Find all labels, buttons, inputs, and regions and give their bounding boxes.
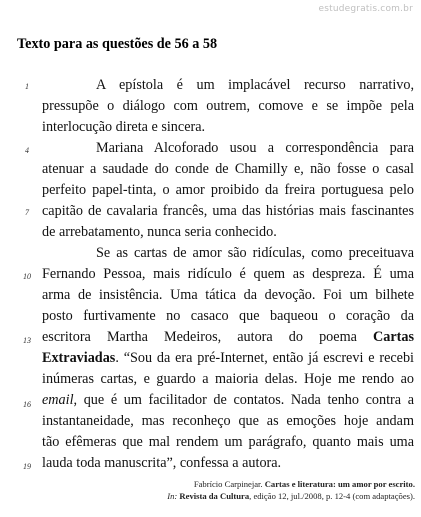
citation-line (130, 490, 415, 502)
text-fragment: . “Sou da era pré-Internet, então já escrevi e recebi (115, 350, 414, 366)
poem-title-part: Cartas (373, 329, 414, 345)
citation-details: , edição 12, jul./2008, p. 12-4 (com adaptações). (249, 491, 415, 501)
line-number: 19 (23, 462, 31, 471)
text-line: capitão de cavalaria francês, uma das histórias mais fascinantes (42, 203, 414, 219)
text-line: de arrebatamento, nunca seria conhecido. (42, 224, 277, 240)
site-watermark: estudegratis.com.br (318, 4, 413, 14)
text-line: atenuar a saudade do conde de Chamilly e, não fosse o casal (42, 161, 414, 177)
text-line: Mariana Alcoforado usou a correspondência para (96, 140, 414, 156)
text-line: perfeito papel-tinta, o amor proibido da freira portuguesa pelo (42, 182, 414, 198)
italic-word: email (42, 392, 74, 408)
line-number: 1 (25, 82, 29, 91)
source-citation (130, 478, 415, 502)
section-heading: Texto para as questões de 56 a 58 (17, 36, 218, 52)
text-line: instantaneidade, mas reconheço que as emoções hoje andam (42, 413, 414, 429)
text-line: lauda toda manuscrita”, confessa a autora. (42, 455, 282, 471)
line-number: 16 (23, 400, 31, 409)
citation-line (130, 478, 415, 490)
text-line: Se as cartas de amor são ridículas, como preceituava (96, 245, 414, 261)
citation-in: In: (167, 491, 178, 501)
text-line: inúmeras cartas, e guardo a maioria delas. Hoje me rendo ao (42, 371, 414, 387)
citation-title: Cartas e literatura: um amor por escrito. (264, 479, 415, 489)
text-line: posto furtivamente no casaco que baqueou o coração da (42, 308, 414, 324)
line-number: 13 (23, 336, 31, 345)
text-fragment: escritora Martha Medeiros, autora do poema (42, 329, 357, 345)
line-number: 10 (23, 272, 31, 281)
text-line: interlocução direta e sincera. (42, 119, 206, 135)
line-number: 4 (25, 146, 29, 155)
text-line: tão efêmeras que mal rendem um parágrafo, quanto mais uma (42, 434, 414, 450)
text-line (42, 348, 414, 368)
citation-author: Fabrício Carpinejar. (193, 479, 263, 489)
text-line (42, 327, 414, 347)
text-line (42, 390, 414, 410)
text-line: A epístola é um implacável recurso narrativo, (96, 77, 414, 93)
citation-journal: Revista da Cultura (179, 491, 250, 501)
poem-title-part: Extraviadas (42, 350, 116, 366)
text-line: arma de insistência. Uma tática da devoção. Foi um bilhete (42, 287, 414, 303)
line-number: 7 (25, 208, 29, 217)
text-fragment: , que é um facilitador de contatos. Nada tenho contra a (73, 392, 414, 408)
text-line: pressupõe o diálogo com outrem, comove e se impõe pela (42, 98, 414, 114)
text-line: Fernando Pessoa, mais ridículo é quem as despreza. É uma (42, 266, 414, 282)
